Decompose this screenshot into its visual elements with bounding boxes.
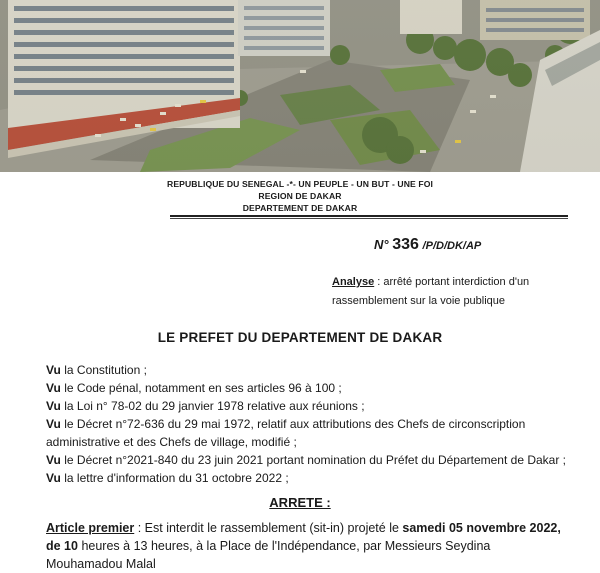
analyse-label: Analyse bbox=[332, 276, 375, 288]
region-header: REGION DE DAKAR bbox=[258, 191, 342, 201]
article-label: Article premier bbox=[46, 521, 135, 535]
decree-number-value: 336 bbox=[392, 236, 419, 253]
vu-item: Vu le Décret n°2021-840 du 23 juin 2021 portant nomination du Préfet du Département de Dakar ; bbox=[46, 453, 567, 467]
republic-header: REPUBLIQUE DU SENEGAL -*- UN PEUPLE - UN BUT - UNE FOI bbox=[167, 179, 433, 189]
decree-number-prefix: N° bbox=[374, 237, 389, 252]
department-header: DEPARTEMENT DE DAKAR bbox=[242, 203, 358, 213]
analyse-block bbox=[332, 273, 568, 311]
city-aerial-photo bbox=[0, 0, 600, 172]
vu-list bbox=[46, 361, 570, 487]
vu-item: Vu la Constitution ; bbox=[46, 363, 147, 377]
analyse-separator: : bbox=[374, 276, 384, 288]
decree-reference: /P/D/DK/AP bbox=[422, 240, 482, 252]
article-text-a: : Est interdit le rassemblement (sit-in) projeté le bbox=[137, 521, 403, 535]
article-premier bbox=[46, 519, 570, 573]
arrete-heading: ARRETE : bbox=[269, 495, 331, 510]
vu-item: Vu le Code pénal, notamment en ses articles 96 à 100 ; bbox=[46, 381, 342, 395]
vu-item: Vu la lettre d'information du 31 octobre 2022 ; bbox=[46, 471, 289, 485]
header-divider-thin bbox=[170, 218, 568, 219]
prefect-title: LE PREFET DU DEPARTEMENT DE DAKAR bbox=[157, 330, 443, 345]
decree-document bbox=[0, 172, 600, 571]
decree-number bbox=[374, 236, 481, 254]
analyse-text: arrêté portant interdiction d'un rassemblement sur la voie publique bbox=[332, 276, 530, 307]
vu-item: Vu la Loi n° 78-02 du 29 janvier 1978 relative aux réunions ; bbox=[46, 399, 365, 413]
article-date: samedi 05 novembre 2022, de 10 bbox=[46, 521, 561, 553]
article-text-b: heures à 13 heures, à la Place de l'Indépendance, par Messieurs Seydina Mouhamadou Malal bbox=[46, 539, 491, 571]
vu-item: Vu le Décret n°72-636 du 29 mai 1972, relatif aux attributions des Chefs de circonscription administrative et des Chefs de village, modifié ; bbox=[46, 417, 526, 449]
header-divider bbox=[170, 215, 568, 217]
